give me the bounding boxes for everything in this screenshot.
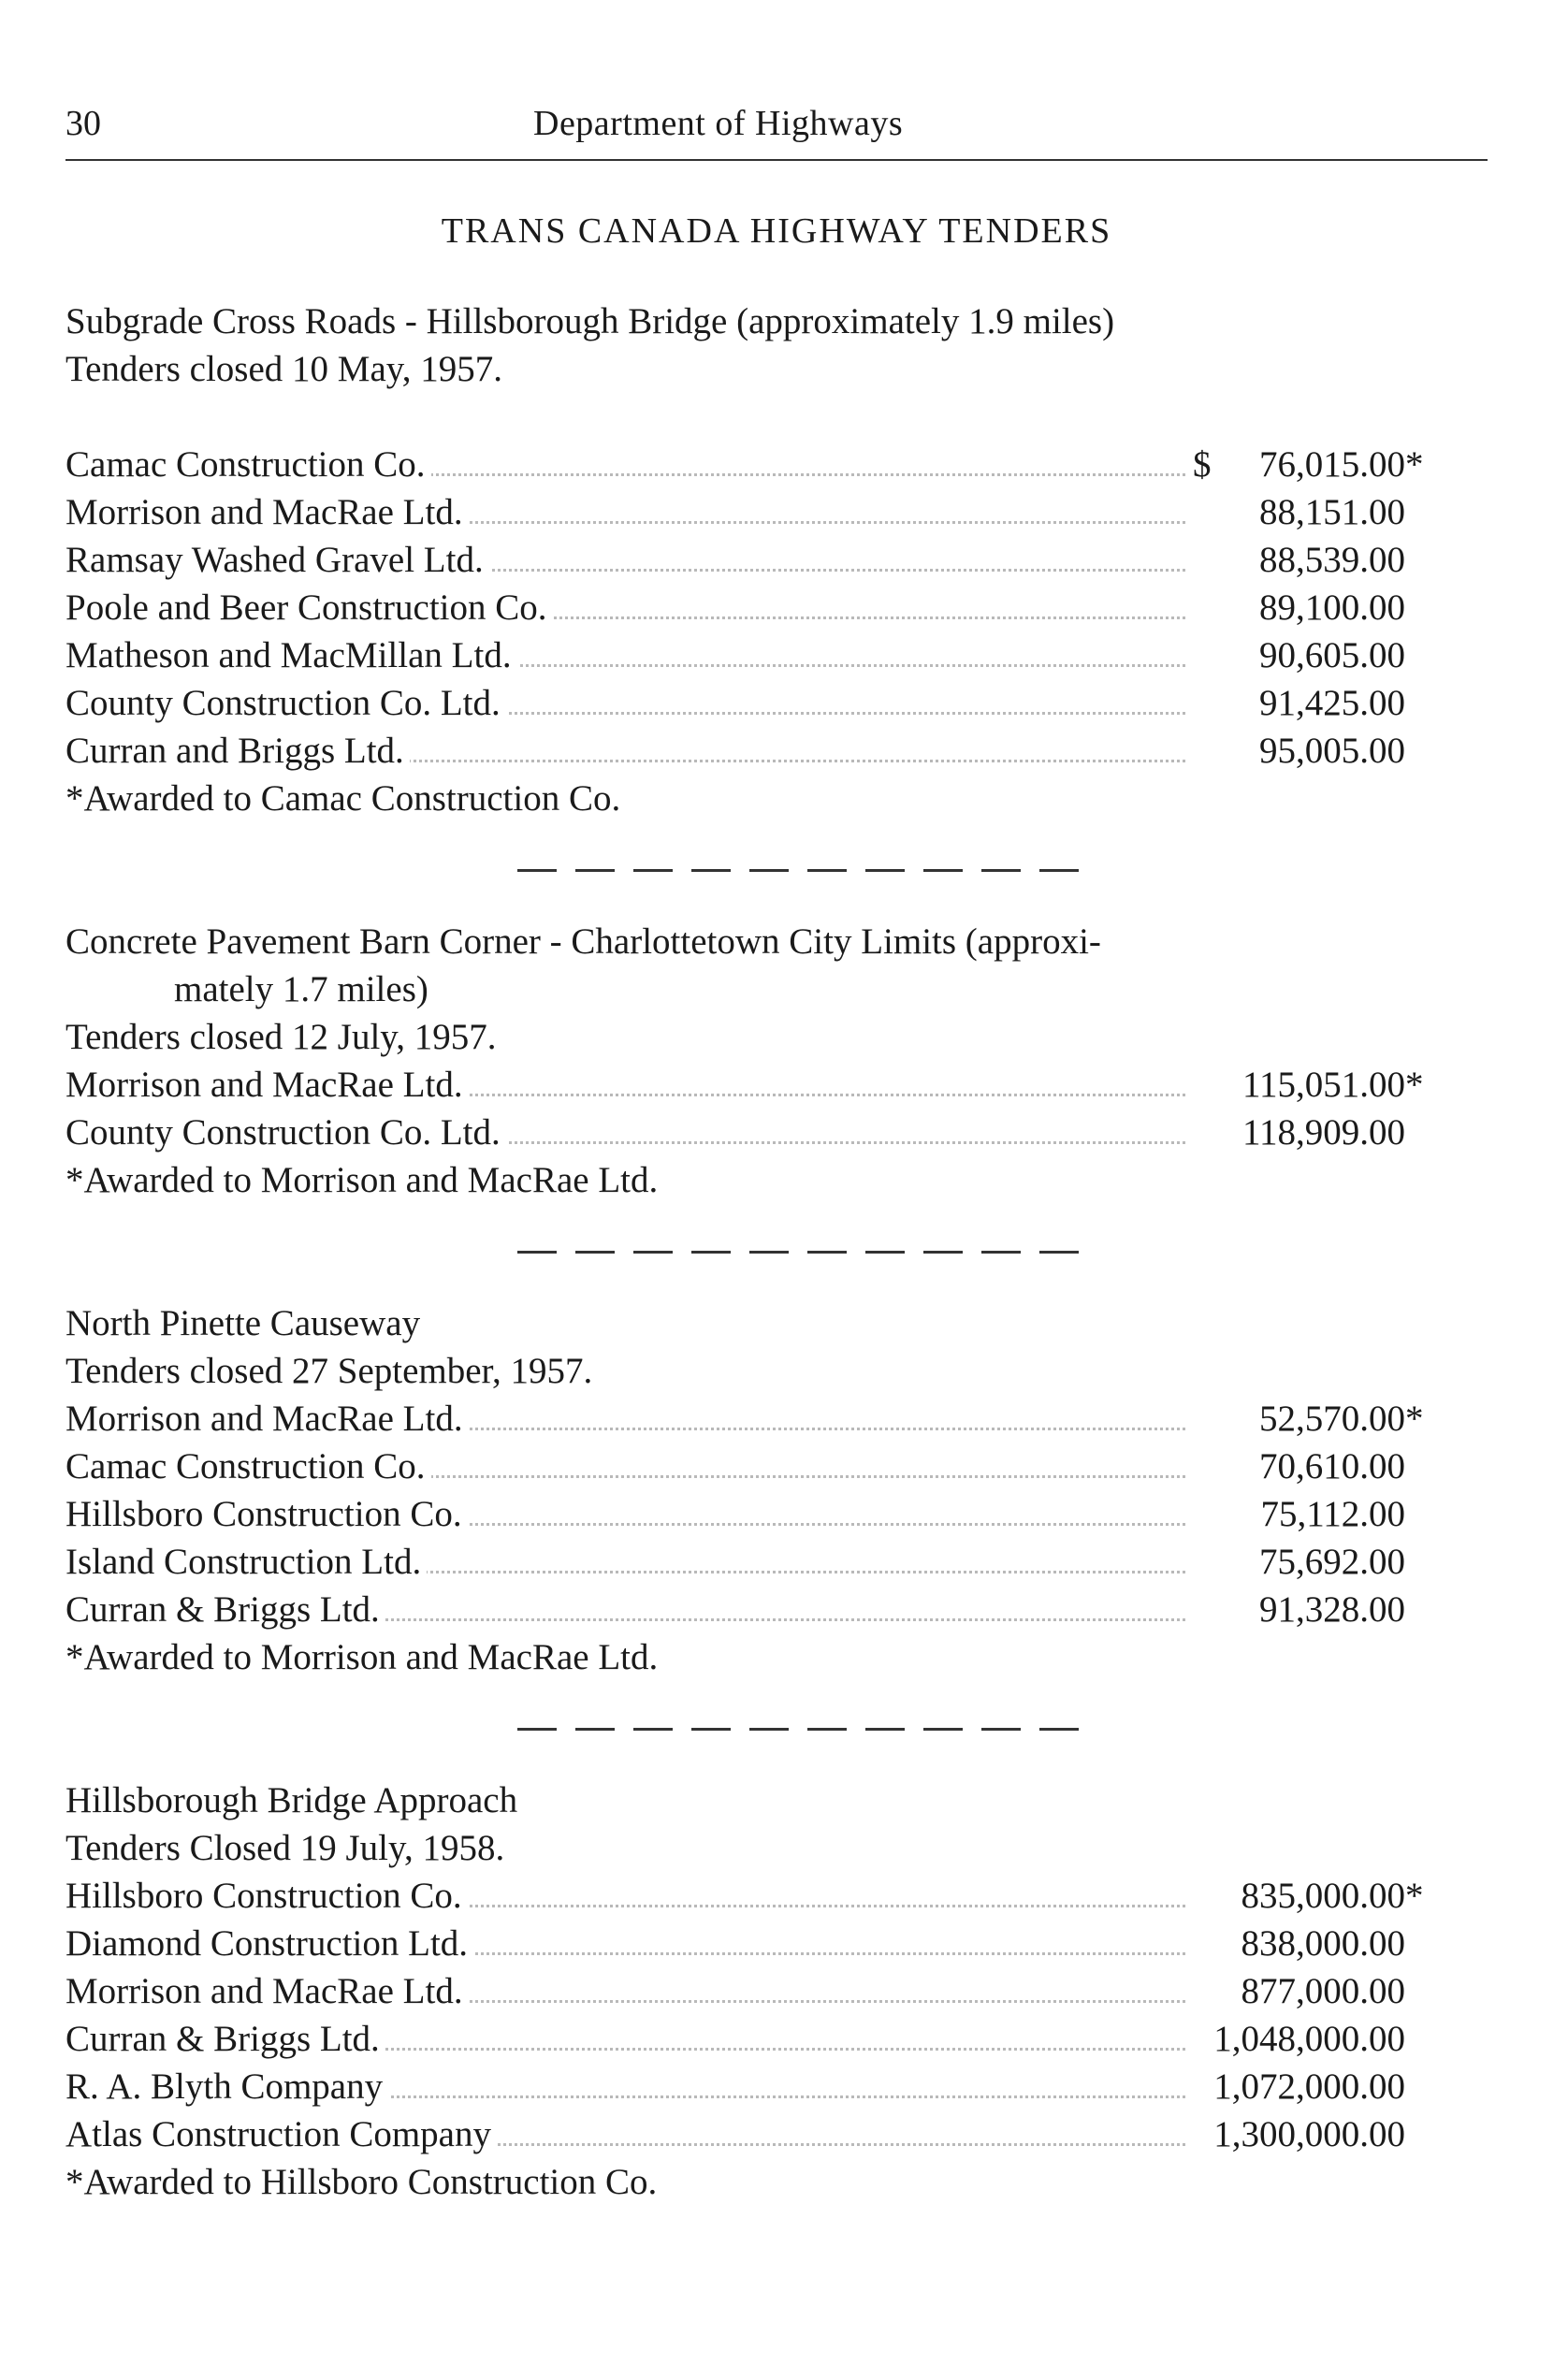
bidder-name: County Construction Co. Ltd. bbox=[65, 1109, 506, 1156]
bidder-name: R. A. Blyth Company bbox=[65, 2063, 388, 2110]
tenders-closed-date: Tenders closed 27 September, 1957. bbox=[65, 1351, 593, 1391]
bidder-name: Atlas Construction Company bbox=[65, 2110, 497, 2158]
tender-list bbox=[65, 297, 1488, 2206]
bidder-name: Curran and Briggs Ltd. bbox=[65, 727, 410, 775]
bid-amount: 877,000.00 bbox=[1241, 1971, 1405, 2011]
bid-amount: 118,909.00 bbox=[1241, 1112, 1405, 1153]
bid-row bbox=[65, 441, 1488, 488]
bid-row bbox=[65, 584, 1488, 631]
award-note: *Awarded to Hillsboro Construction Co. bbox=[65, 2162, 658, 2202]
section-heading: Concrete Pavement Barn Corner - Charlottetown City Limits (approxi- bbox=[65, 921, 1101, 962]
bidder-name: Hillsboro Construction Co. bbox=[65, 1490, 468, 1538]
bidder-name: Diamond Construction Ltd. bbox=[65, 1920, 473, 1967]
bidder-name: Morrison and MacRae Ltd. bbox=[65, 1061, 469, 1109]
bidder-name: Curran & Briggs Ltd. bbox=[65, 1586, 385, 1633]
bid-row bbox=[65, 536, 1488, 584]
bid-amount: 838,000.00 bbox=[1241, 1923, 1405, 1964]
bidder-name: Morrison and MacRae Ltd. bbox=[65, 488, 469, 536]
bid-amount: 88,539.00 bbox=[1259, 540, 1405, 580]
tenders-closed-date: Tenders Closed 19 July, 1958. bbox=[65, 1828, 505, 1868]
bid-amount: 76,015.00 bbox=[1259, 444, 1405, 485]
tenders-closed-date: Tenders closed 12 July, 1957. bbox=[65, 1017, 497, 1057]
bid-row bbox=[65, 2110, 1488, 2158]
section-separator bbox=[65, 1681, 1488, 1776]
bid-row bbox=[65, 631, 1488, 679]
document-title: TRANS CANADA HIGHWAY TENDERS bbox=[441, 211, 1112, 251]
page-number: 30 bbox=[65, 104, 101, 143]
bidder-name: Matheson and MacMillan Ltd. bbox=[65, 631, 517, 679]
tender-section bbox=[65, 297, 1488, 822]
bid-amount: 88,151.00 bbox=[1259, 492, 1405, 532]
bid-amount: 115,051.00 bbox=[1241, 1065, 1405, 1105]
bid-amount: 70,610.00 bbox=[1259, 1446, 1405, 1486]
award-mark: * bbox=[1405, 1876, 1424, 1916]
bid-row bbox=[65, 2063, 1488, 2110]
award-mark: * bbox=[1405, 1399, 1424, 1439]
bid-amount: 1,300,000.00 bbox=[1213, 2114, 1405, 2154]
bidder-name: Curran & Briggs Ltd. bbox=[65, 2015, 385, 2063]
bid-amount: 1,048,000.00 bbox=[1213, 2019, 1405, 2059]
page-header bbox=[65, 99, 1488, 155]
bid-amount: 75,112.00 bbox=[1260, 1494, 1405, 1534]
section-separator bbox=[65, 822, 1488, 918]
bid-row bbox=[65, 727, 1488, 775]
bid-row bbox=[65, 1967, 1488, 2015]
bid-row bbox=[65, 2015, 1488, 2063]
bidder-name: County Construction Co. Ltd. bbox=[65, 679, 506, 727]
bid-amount: 89,100.00 bbox=[1259, 587, 1405, 628]
bidder-name: Ramsay Washed Gravel Ltd. bbox=[65, 536, 489, 584]
award-mark: * bbox=[1405, 444, 1424, 485]
bid-row bbox=[65, 1872, 1488, 1920]
award-note: *Awarded to Morrison and MacRae Ltd. bbox=[65, 1160, 659, 1200]
bid-row bbox=[65, 1538, 1488, 1586]
header-rule bbox=[65, 159, 1488, 161]
award-mark: * bbox=[1405, 1065, 1424, 1105]
bid-amount: 90,605.00 bbox=[1259, 635, 1405, 675]
section-heading: North Pinette Causeway bbox=[65, 1303, 421, 1343]
tenders-closed-date: Tenders closed 10 May, 1957. bbox=[65, 349, 502, 389]
bid-row bbox=[65, 1490, 1488, 1538]
bid-amount: 1,072,000.00 bbox=[1213, 2066, 1405, 2107]
bid-amount: 52,570.00 bbox=[1259, 1399, 1405, 1439]
tender-section bbox=[65, 918, 1488, 1204]
bidder-name: Camac Construction Co. bbox=[65, 1443, 431, 1490]
bidder-name: Poole and Beer Construction Co. bbox=[65, 584, 553, 631]
section-heading: Hillsborough Bridge Approach bbox=[65, 1780, 518, 1820]
award-note: *Awarded to Morrison and MacRae Ltd. bbox=[65, 1637, 659, 1677]
running-head: Department of Highways bbox=[533, 104, 904, 143]
award-note: *Awarded to Camac Construction Co. bbox=[65, 778, 621, 819]
bid-amount: 835,000.00 bbox=[1241, 1876, 1405, 1916]
bid-amount: 91,425.00 bbox=[1259, 683, 1405, 723]
bid-amount: 95,005.00 bbox=[1259, 731, 1405, 771]
section-separator bbox=[65, 1204, 1488, 1299]
currency-symbol: $ bbox=[1193, 444, 1212, 485]
bid-row bbox=[65, 1920, 1488, 1967]
bidder-name: Hillsboro Construction Co. bbox=[65, 1872, 468, 1920]
bid-row bbox=[65, 1395, 1488, 1443]
bidder-name: Morrison and MacRae Ltd. bbox=[65, 1395, 469, 1443]
bidder-name: Camac Construction Co. bbox=[65, 441, 431, 488]
tender-section bbox=[65, 1776, 1488, 2206]
bid-row bbox=[65, 1586, 1488, 1633]
section-heading: Subgrade Cross Roads - Hillsborough Bridge (approximately 1.9 miles) bbox=[65, 301, 1115, 341]
bidder-name: Morrison and MacRae Ltd. bbox=[65, 1967, 469, 2015]
bidder-name: Island Construction Ltd. bbox=[65, 1538, 427, 1586]
bid-row bbox=[65, 1109, 1488, 1156]
bid-amount: 75,692.00 bbox=[1259, 1542, 1405, 1582]
bid-amount: 91,328.00 bbox=[1259, 1589, 1405, 1630]
bid-row bbox=[65, 488, 1488, 536]
bid-row bbox=[65, 1443, 1488, 1490]
section-heading-continued: mately 1.7 miles) bbox=[174, 969, 428, 1009]
bid-row bbox=[65, 1061, 1488, 1109]
tender-section bbox=[65, 1299, 1488, 1681]
bid-row bbox=[65, 679, 1488, 727]
